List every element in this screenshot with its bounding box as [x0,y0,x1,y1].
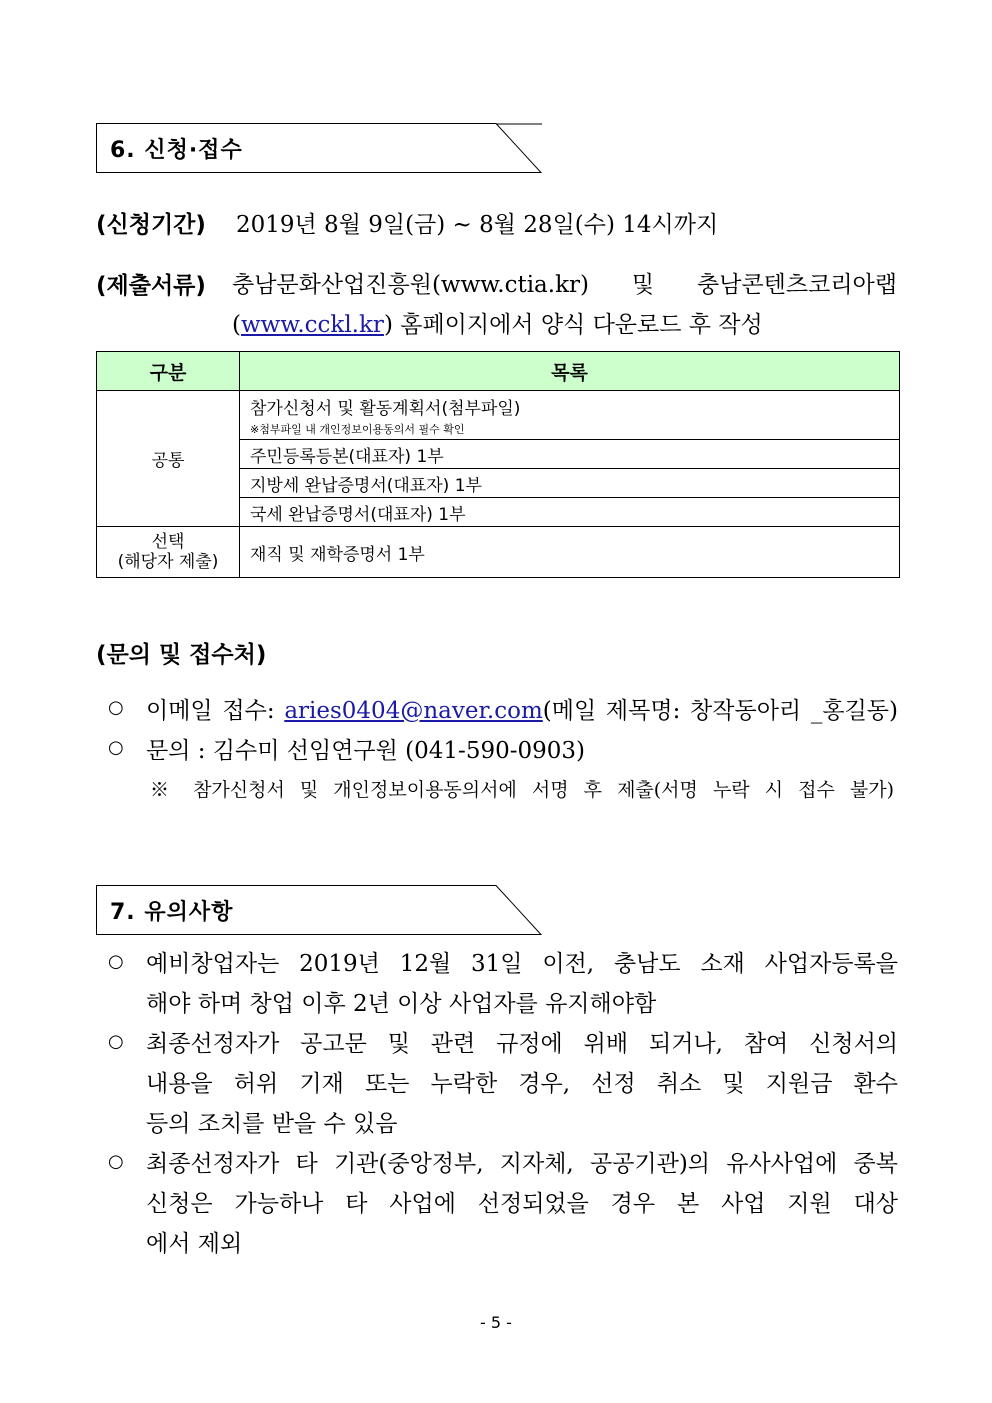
table-header-row [97,352,900,391]
section-7-header [96,885,542,935]
notice-item-2-line-1: 최종선정자가 공고문 및 관련 규정에 위배 되거나, 참여 신청서의 [146,1031,898,1057]
page-number: - 5 - [480,1313,512,1332]
contact-label: (문의 및 접수처) [96,642,267,668]
period-label: (신청기간) [96,212,206,238]
period-value: 2019년 8월 9일(금) ~ 8월 28일(수) 14시까지 [236,212,719,238]
table-row [97,391,900,440]
notice-item-3-line-2: 신청은 가능하나 타 사업에 선정되었을 경우 본 사업 지원 대상 [146,1191,898,1217]
bullet-icon: ○ [108,1151,124,1172]
item-national-tax-certificate: 국세 완납증명서(대표자) 1부 [240,498,900,527]
docs-line-2: (www.cckl.kr) 홈페이지에서 양식 다운로드 후 작성 [232,312,763,338]
docs-line-2-rest: ) 홈페이지에서 양식 다운로드 후 작성 [383,312,763,338]
table-row [97,527,900,578]
notice-item-3-line-1: 최종선정자가 타 기관(중앙정부, 지자체, 공공기관)의 유사사업에 중복 [146,1151,898,1177]
item-local-tax-certificate: 지방세 완납증명서(대표자) 1부 [240,469,900,498]
notice-item-1-line-1: 예비창업자는 2019년 12월 31일 이전, 충남도 소재 사업자등록을 [146,951,898,977]
category-common: 공통 [97,391,240,527]
documents-table [96,351,900,578]
section-6-title: 6. 신청·접수 [110,138,243,163]
table-cell-item [240,391,900,440]
item-application-form: 참가신청서 및 활동계획서(첨부파일) [250,398,521,419]
category-optional-label: 선택 [151,532,185,552]
cckl-link[interactable]: www.cckl.kr [240,312,384,338]
item-note: ※첨부파일 내 개인정보이용동의서 필수 확인 [250,422,465,436]
docs-line-1: 충남문화산업진흥원(www.ctia.kr) 및 충남콘텐츠코리아랩 [232,272,897,298]
bullet-icon: ○ [108,1031,124,1052]
inquiry-line: 문의 : 김수미 선임연구원 (041-590-0903) [146,738,585,764]
item-resident-registration: 주민등록등본(대표자) 1부 [240,440,900,469]
email-line [146,692,898,725]
submission-notice: ※ 참가신청서 및 개인정보이용동의서에 서명 후 제출(서명 누락 시 접수 불가) [150,779,894,801]
section-6-header [96,123,542,173]
email-link[interactable]: aries0404@naver.com [284,698,543,724]
bullet-icon: ○ [108,697,124,718]
bullet-icon: ○ [108,737,124,758]
email-suffix: (메일 제목명: 창작동아리 _홍길동) [542,698,898,724]
item-employment-certificate: 재직 및 재학증명서 1부 [240,527,900,578]
notice-item-3-line-3: 에서 제외 [146,1231,243,1257]
email-prefix: 이메일 접수: [146,698,285,724]
notice-item-2-line-2: 내용을 허위 기재 또는 누락한 경우, 선정 취소 및 지원금 환수 [146,1071,898,1097]
category-optional [97,527,240,578]
bullet-icon: ○ [108,951,124,972]
notice-item-1-line-2: 해야 하며 창업 이후 2년 이상 사업자를 유지해야함 [146,991,657,1017]
category-optional-sub: (해당자 제출) [117,552,219,572]
notice-item-2-line-3: 등의 조치를 받을 수 있음 [146,1111,398,1137]
docs-label: (제출서류) [96,273,206,299]
section-7-title: 7. 유의사항 [110,900,234,925]
table-header-list: 목록 [240,352,900,391]
table-header-category: 구분 [97,352,240,391]
